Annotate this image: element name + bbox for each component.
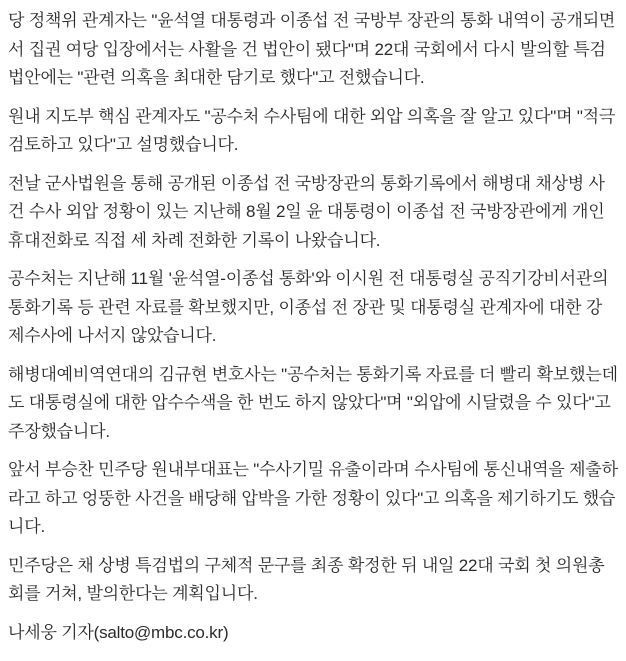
article-paragraph: 해병대예비역연대의 김규현 변호사는 "공수처는 통화기록 자료를 더 빨리 확보했는데도 대통령실에 대한 압수수색을 한 번도 하지 않았다"며 "외압에 시달렸을 수 있다"고 주장했습니다. — [8, 364, 618, 441]
article-paragraph: 공수처는 지난해 11월 '윤석열-이종섭 통화'와 이시원 전 대통령실 공직기강비서관의 통화기록 등 관련 자료를 확보했지만, 이종섭 전 장관 및 대통령실 관계자에 대한 강제수사에 나서지 않았습니다. — [8, 269, 609, 345]
article-paragraph: 앞서 부승찬 민주당 원내부대표는 "수사기밀 유출이라며 수사팀에 통신내역을 제출하라고 하고 엉뚱한 사건을 배당해 압박을 가한 정황이 있다"고 의혹을 제기하기도 했습니다. — [8, 460, 618, 536]
article-paragraph: 민주당은 채 상병 특검법의 구체적 문구를 최종 확정한 뒤 내일 22대 국회 첫 의원총회를 거쳐, 발의한다는 계획입니다. — [8, 555, 605, 603]
article-paragraph: 당 정책위 관계자는 "윤석열 대통령과 이종섭 전 국방부 장관의 통화 내역이 공개되면서 집권 여당 입장에서는 사활을 건 법안이 됐다"며 22대 국회에서 다시 발의할 특검법안에는 "관련 의혹을 최대한 담기로 했다"고 전했습니다. — [8, 11, 616, 87]
reporter-byline: 나세웅 기자(salto@mbc.co.kr) — [8, 622, 229, 642]
article-paragraph: 전날 군사법원을 통해 공개된 이종섭 전 국방장관의 통화기록에서 해병대 채상병 사건 수사 외압 정황이 있는 지난해 8월 2일 윤 대통령이 이종섭 전 국방장관에게 개인 휴대전화로 직접 세 차례 전화한 기록이 나왔습니다. — [8, 173, 605, 250]
article-paragraph: 원내 지도부 핵심 관계자도 "공수처 수사팀에 대한 외압 의혹을 잘 알고 있다"며 "적극 검토하고 있다"고 설명했습니다. — [8, 106, 616, 154]
